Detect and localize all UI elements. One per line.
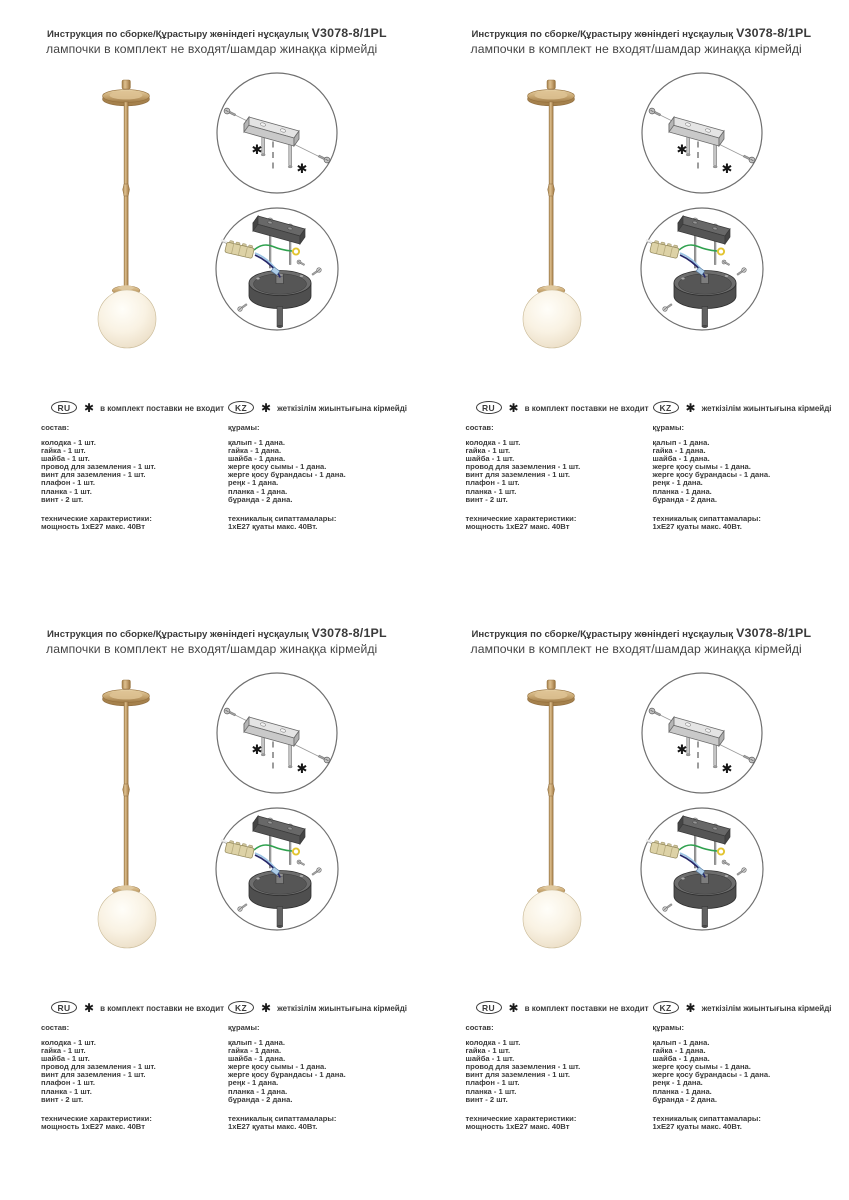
kz-specs-header: техникалық сипаттамалары: xyxy=(228,513,337,523)
canopy-wiring-diagram xyxy=(213,806,341,934)
list-item: бұранда - 2 дана. xyxy=(652,1094,717,1104)
canopy-highlight xyxy=(534,691,567,699)
kz-not-included-note: жеткізілім жиынтығына кірмейді xyxy=(701,1003,832,1013)
kz-specs-value: 1хЕ27 қуаты макс. 40Вт. xyxy=(228,521,318,531)
kz-badge: KZ xyxy=(653,1001,679,1014)
bracket-mounting-diagram xyxy=(215,671,340,796)
kz-not-included-note: жеткізілім жиынтығына кірмейді xyxy=(277,1003,408,1013)
list-item: гайка - 1 шт. xyxy=(465,446,511,456)
list-item: жерге қосу сымы - 1 дана. xyxy=(228,1062,327,1072)
kz-list-header: құрамы: xyxy=(652,1023,685,1032)
list-item: гайка - 1 шт. xyxy=(41,446,86,456)
card-subtitle: лампочки в комплект не входят/шамдар жинаққа кірмейді xyxy=(470,42,802,56)
kz-parts-list xyxy=(653,1039,835,1104)
instruction-card xyxy=(0,0,425,600)
ru-parts-list xyxy=(41,1039,223,1104)
globe-cap-top xyxy=(119,885,134,890)
list-item: колодка - 1 шт. xyxy=(465,438,521,447)
kz-section xyxy=(228,1001,410,1131)
list-item: колодка - 1 шт. xyxy=(465,1038,521,1047)
ru-badge: RU xyxy=(476,1001,502,1014)
list-item: планка - 1 шт. xyxy=(465,1086,517,1096)
list-item: шайба - 1 дана. xyxy=(652,1054,710,1064)
card-subtitle: лампочки в комплект не входят/шамдар жинаққа кірмейді xyxy=(46,42,378,56)
list-item: провод для заземления - 1 шт. xyxy=(465,1062,581,1072)
ru-list-header: состав: xyxy=(41,423,70,432)
canopy-highlight xyxy=(110,91,143,99)
card-title xyxy=(472,628,812,640)
model-number: V3078-8/1PL xyxy=(311,26,387,40)
kz-not-included-note: жеткізілім жиынтығына кірмейді xyxy=(277,403,408,413)
list-item: плафон - 1 шт. xyxy=(465,478,520,488)
ru-specs-value: мощность 1хЕ27 макс. 40Вт xyxy=(465,521,570,531)
ru-specs-header: технические характеристики: xyxy=(465,1113,577,1123)
kz-section xyxy=(228,401,410,531)
ru-section xyxy=(41,1001,223,1131)
globe-cap-top xyxy=(543,285,558,290)
glass-globe xyxy=(98,290,156,348)
kz-section xyxy=(653,1001,835,1131)
ru-section xyxy=(466,1001,648,1131)
list-item: реңк - 1 дана. xyxy=(652,478,703,488)
ru-list-header: состав: xyxy=(41,1023,70,1032)
ru-not-included-note: в комплект поставки не входит xyxy=(524,403,649,413)
list-item: планка - 1 шт. xyxy=(41,486,92,496)
kz-specs-value: 1хЕ27 қуаты макс. 40Вт. xyxy=(652,1121,742,1131)
list-item: шайба - 1 шт. xyxy=(465,454,515,464)
ru-badge: RU xyxy=(476,401,502,414)
list-item: шайба - 1 шт. xyxy=(41,1054,90,1064)
pendant-lamp-illustration xyxy=(510,678,595,952)
list-item: шайба - 1 шт. xyxy=(41,454,90,464)
canopy-wiring-diagram xyxy=(638,806,766,934)
list-item: гайка - 1 дана. xyxy=(652,1046,706,1056)
glass-globe xyxy=(523,290,581,348)
card-subtitle: лампочки в комплект не входят/шамдар жинаққа кірмейді xyxy=(46,642,378,656)
kz-header xyxy=(228,1001,410,1014)
instruction-card xyxy=(0,600,425,1200)
glass-globe xyxy=(98,890,156,948)
list-item: планка - 1 шт. xyxy=(465,486,517,496)
list-item: реңк - 1 дана. xyxy=(652,1078,703,1088)
model-number: V3078-8/1PL xyxy=(311,626,387,640)
list-item: реңк - 1 дана. xyxy=(228,478,279,488)
not-included-asterisk: ✱ xyxy=(676,743,687,758)
not-included-asterisk: ✱ xyxy=(261,400,272,415)
ru-section xyxy=(466,401,648,531)
ru-section xyxy=(41,401,223,531)
list-item: плафон - 1 шт. xyxy=(41,478,95,488)
list-item: қалып - 1 дана. xyxy=(228,438,285,447)
list-item: бұранда - 2 дана. xyxy=(228,1094,293,1104)
kz-section xyxy=(653,401,835,531)
kz-specs-header: техникалық сипаттамалары: xyxy=(652,513,761,523)
card-title xyxy=(472,28,812,40)
not-included-asterisk: ✱ xyxy=(508,400,519,415)
title-text: Инструкция по сборке/Құрастыру жөніндегі нұсқаулық xyxy=(471,29,734,40)
not-included-asterisk: ✱ xyxy=(296,162,308,177)
ru-specs-value: мощность 1хЕ27 макс. 40Вт xyxy=(41,521,145,531)
instruction-card xyxy=(425,600,849,1200)
list-item: провод для заземления - 1 шт. xyxy=(41,462,156,472)
down-rod xyxy=(277,307,283,328)
list-item: жерге қосу бұрандасы - 1 дана. xyxy=(228,1070,346,1080)
ru-parts-list xyxy=(466,1039,648,1104)
down-rod xyxy=(702,307,708,328)
list-item: винт - 2 шт. xyxy=(41,1094,84,1104)
kz-header xyxy=(228,401,410,414)
list-item: жерге қосу сымы - 1 дана. xyxy=(228,462,327,472)
list-item: гайка - 1 дана. xyxy=(228,446,282,456)
model-number: V3078-8/1PL xyxy=(736,626,812,640)
canopy-wiring-diagram xyxy=(638,206,766,334)
not-included-asterisk: ✱ xyxy=(251,743,263,758)
list-item: планка - 1 дана. xyxy=(652,486,712,496)
list-item: винт - 2 шт. xyxy=(465,494,508,504)
pendant-lamp-illustration xyxy=(85,678,170,952)
list-item: планка - 1 дана. xyxy=(228,486,288,496)
canopy-highlight xyxy=(110,691,143,699)
ru-not-included-note: в комплект поставки не входит xyxy=(524,1003,649,1013)
kz-not-included-note: жеткізілім жиынтығына кірмейді xyxy=(701,403,832,413)
not-included-asterisk: ✱ xyxy=(84,1000,95,1015)
ru-header xyxy=(51,1001,223,1014)
kz-badge: KZ xyxy=(228,1001,254,1014)
list-item: винт для заземления - 1 шт. xyxy=(41,1070,146,1080)
kz-badge: KZ xyxy=(228,401,254,414)
ru-specs-header: технические характеристики: xyxy=(465,513,577,523)
list-item: планка - 1 шт. xyxy=(41,1086,92,1096)
lamp-finial xyxy=(122,80,130,89)
card-title xyxy=(47,28,387,40)
ru-not-included-note: в комплект поставки не входит xyxy=(100,1003,225,1013)
rod-joint xyxy=(123,784,130,796)
bracket-mounting-diagram xyxy=(640,671,765,796)
list-item: қалып - 1 дана. xyxy=(228,1038,285,1047)
list-item: шайба - 1 шт. xyxy=(465,1054,515,1064)
not-included-asterisk: ✱ xyxy=(296,762,308,777)
kz-parts-list xyxy=(228,1039,410,1104)
kz-specs-header: техникалық сипаттамалары: xyxy=(228,1113,337,1123)
model-number: V3078-8/1PL xyxy=(736,26,812,40)
list-item: жерге қосу бұрандасы - 1 дана. xyxy=(228,470,346,480)
list-item: плафон - 1 шт. xyxy=(41,1078,95,1088)
card-subtitle: лампочки в комплект не входят/шамдар жинаққа кірмейді xyxy=(470,642,802,656)
lamp-finial xyxy=(122,680,130,689)
kz-specs-header: техникалық сипаттамалары: xyxy=(652,1113,761,1123)
card-title xyxy=(47,628,387,640)
canopy-wiring-diagram xyxy=(213,206,341,334)
pendant-lamp-illustration xyxy=(510,78,595,352)
rod-joint xyxy=(547,184,554,196)
ru-badge: RU xyxy=(51,1001,77,1014)
kz-specs-value: 1хЕ27 қуаты макс. 40Вт. xyxy=(228,1121,318,1131)
kz-specs-value: 1хЕ27 қуаты макс. 40Вт. xyxy=(652,521,742,531)
ru-header xyxy=(476,401,648,414)
ru-header xyxy=(476,1001,648,1014)
ru-parts-list xyxy=(466,439,648,504)
list-item: провод для заземления - 1 шт. xyxy=(41,1062,156,1072)
not-included-asterisk: ✱ xyxy=(685,1000,696,1015)
list-item: жерге қосу сымы - 1 дана. xyxy=(652,462,751,472)
list-item: винт - 2 шт. xyxy=(41,494,84,504)
list-item: винт для заземления - 1 шт. xyxy=(465,1070,571,1080)
ru-specs-value: мощность 1хЕ27 макс. 40Вт xyxy=(465,1121,570,1131)
not-included-asterisk: ✱ xyxy=(721,762,732,777)
not-included-asterisk: ✱ xyxy=(261,1000,272,1015)
kz-list-header: құрамы: xyxy=(228,423,260,432)
lamp-finial xyxy=(547,80,555,89)
list-item: реңк - 1 дана. xyxy=(228,1078,279,1088)
list-item: винт для заземления - 1 шт. xyxy=(41,470,146,480)
down-rod xyxy=(277,907,283,928)
list-item: планка - 1 дана. xyxy=(652,1086,712,1096)
list-item: гайка - 1 дана. xyxy=(652,446,706,456)
list-item: шайба - 1 дана. xyxy=(652,454,710,464)
not-included-asterisk: ✱ xyxy=(508,1000,519,1015)
globe-cap-top xyxy=(543,885,558,890)
kz-parts-list xyxy=(653,439,835,504)
ru-specs-header: технические характеристики: xyxy=(41,1113,152,1123)
kz-header xyxy=(653,401,835,414)
list-item: планка - 1 дана. xyxy=(228,1086,288,1096)
ru-parts-list xyxy=(41,439,223,504)
globe-cap-top xyxy=(119,285,134,290)
title-text: Инструкция по сборке/Құрастыру жөніндегі нұсқаулық xyxy=(47,629,309,640)
not-included-asterisk: ✱ xyxy=(676,143,687,158)
list-item: жерге қосу сымы - 1 дана. xyxy=(652,1062,751,1072)
not-included-asterisk: ✱ xyxy=(721,162,732,177)
list-item: плафон - 1 шт. xyxy=(465,1078,520,1088)
title-text: Инструкция по сборке/Құрастыру жөніндегі нұсқаулық xyxy=(47,29,309,40)
ru-list-header: состав: xyxy=(465,1023,494,1032)
title-text: Инструкция по сборке/Құрастыру жөніндегі нұсқаулық xyxy=(471,629,734,640)
not-included-asterisk: ✱ xyxy=(251,143,263,158)
instruction-card xyxy=(425,0,849,600)
glass-globe xyxy=(523,890,581,948)
canopy-highlight xyxy=(534,91,567,99)
ru-list-header: состав: xyxy=(465,423,494,432)
list-item: қалып - 1 дана. xyxy=(652,438,710,447)
list-item: шайба - 1 дана. xyxy=(228,1054,286,1064)
ru-badge: RU xyxy=(51,401,77,414)
ru-specs-header: технические характеристики: xyxy=(41,513,152,523)
ru-not-included-note: в комплект поставки не входит xyxy=(100,403,225,413)
list-item: гайка - 1 шт. xyxy=(465,1046,511,1056)
kz-badge: KZ xyxy=(653,401,679,414)
kz-parts-list xyxy=(228,439,410,504)
pendant-lamp-illustration xyxy=(85,78,170,352)
ru-specs-value: мощность 1хЕ27 макс. 40Вт xyxy=(41,1121,145,1131)
list-item: бұранда - 2 дана. xyxy=(228,494,293,504)
lamp-finial xyxy=(547,680,555,689)
down-rod xyxy=(702,907,708,928)
rod-joint xyxy=(547,784,554,796)
not-included-asterisk: ✱ xyxy=(685,400,696,415)
kz-list-header: құрамы: xyxy=(652,423,685,432)
list-item: қалып - 1 дана. xyxy=(652,1038,710,1047)
list-item: жерге қосу бұрандасы - 1 дана. xyxy=(652,1070,771,1080)
not-included-asterisk: ✱ xyxy=(84,400,95,415)
list-item: винт - 2 шт. xyxy=(465,1094,508,1104)
list-item: гайка - 1 дана. xyxy=(228,1046,282,1056)
rod-joint xyxy=(123,184,130,196)
bracket-mounting-diagram xyxy=(640,71,765,196)
list-item: бұранда - 2 дана. xyxy=(652,494,717,504)
kz-header xyxy=(653,1001,835,1014)
list-item: провод для заземления - 1 шт. xyxy=(465,462,581,472)
kz-list-header: құрамы: xyxy=(228,1023,260,1032)
list-item: колодка - 1 шт. xyxy=(41,438,96,447)
list-item: жерге қосу бұрандасы - 1 дана. xyxy=(652,470,771,480)
bracket-mounting-diagram xyxy=(215,71,340,196)
list-item: шайба - 1 дана. xyxy=(228,454,286,464)
list-item: винт для заземления - 1 шт. xyxy=(465,470,571,480)
list-item: гайка - 1 шт. xyxy=(41,1046,86,1056)
ru-header xyxy=(51,401,223,414)
list-item: колодка - 1 шт. xyxy=(41,1038,96,1047)
